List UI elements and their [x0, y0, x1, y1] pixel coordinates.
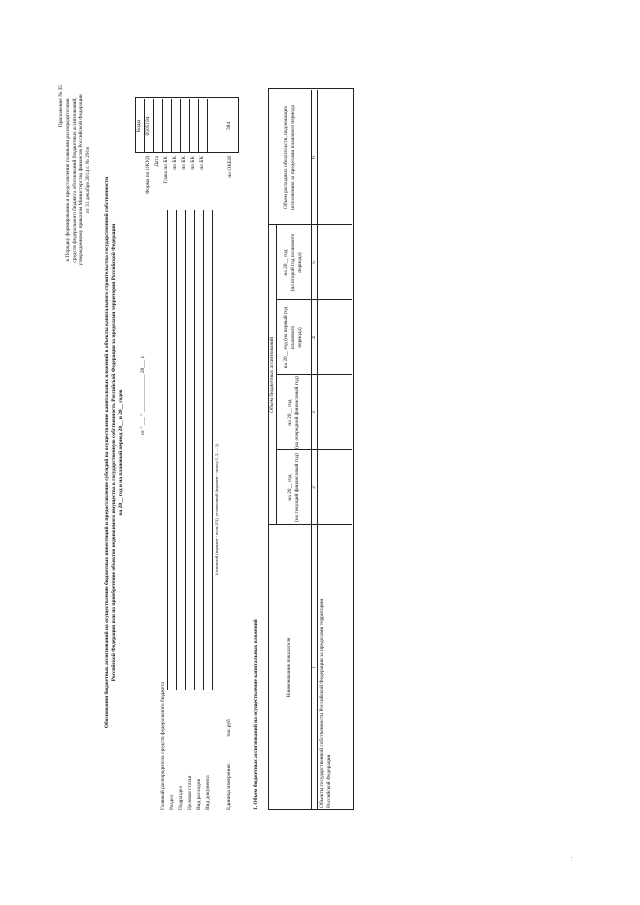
col-number: 2 — [310, 486, 317, 489]
col-3-header — [276, 375, 311, 450]
col-2-line-b: (на текущий финансовый год) — [293, 453, 300, 522]
fill-line — [194, 210, 195, 690]
field-unit-label: Единица измерения: — [226, 763, 232, 810]
col-group-header: Объем бюджетных ассигнований — [268, 337, 275, 414]
section1-title: 1. Объем бюджетных ассигнований на осуществление капитальных вложений — [253, 619, 259, 810]
col-number: 6 — [310, 156, 317, 159]
col-4-header — [276, 300, 311, 375]
heading-line: Обоснования бюджетных ассигнований на осуществление бюджетных инвестиций и предоставление субсидий на осуществление капитальных вложений в объекты капитального строительства государственной собственности — [104, 176, 110, 729]
col-number: 4 — [310, 336, 317, 339]
bk-label: по БК — [190, 156, 196, 170]
col-3-line-b: (на очередной финансовый год) — [293, 376, 300, 449]
row-label-line-b: Российской Федерации — [325, 754, 332, 808]
codes-header: Коды — [136, 119, 142, 133]
doc-hint: (основной (вариант - ноль (0)), уточненный (вариант - номер 1, 2, ... )) — [214, 444, 219, 575]
okei-value: 384 — [226, 121, 232, 131]
col-5-line-b: (на второй год планового периода) — [290, 233, 303, 292]
heading-line: Российской Федерации или на приобретение объектов недвижимого имущества в государственную собственность Российской Федерации за пределами территории Российской Федерации — [110, 223, 117, 682]
date-label: Дата — [154, 156, 160, 167]
bk-label: по БК — [199, 156, 205, 170]
col-name-header: Наименование показателя — [286, 637, 293, 698]
fill-line — [203, 210, 204, 690]
col-4-line-b: периода) — [296, 327, 303, 348]
table-row — [319, 599, 333, 808]
fill-line — [176, 210, 177, 690]
field-celevaya: Целевая статья — [187, 775, 193, 810]
col-5-line-a: на 20__ год — [283, 249, 290, 276]
col-number: 3 — [310, 411, 317, 414]
glava-label: Глава по БК — [163, 156, 169, 184]
appendix-line: средств федерального бюджета обоснований бюджетных ассигнований, — [71, 97, 78, 263]
appendix-line: утвержденному приказом Министерства финансов Российской Федерации — [78, 94, 85, 266]
col-5-header — [276, 225, 311, 300]
fill-line — [167, 210, 168, 690]
field-razdel: Раздел — [169, 794, 175, 810]
appendix-line: от 31 декабря 2014 г. № 291н — [85, 146, 91, 214]
date-line: от " ___ " ______________ 20___ г. — [140, 355, 146, 435]
field-unit-value: тыс.руб — [226, 719, 232, 737]
okud-label: Форма по ОКУД — [145, 156, 151, 194]
appendix-title: Приложение № 35 — [58, 85, 64, 128]
row-label-line-a: Объекты государственной собственности Российской Федерации за пределами территории — [319, 598, 325, 808]
heading-line: на 20__ год и на плановый период 20__ и 20__ годов — [117, 389, 124, 516]
col-3-line-a: на 20__ год — [286, 399, 293, 426]
col-2-line-a: на 20__ год — [286, 474, 293, 501]
okud-value: 0505194 — [145, 116, 151, 136]
col-number: 5 — [310, 261, 317, 264]
margin-mark: · · — [570, 856, 575, 861]
bk-label: по БК — [181, 156, 187, 170]
appendix-block — [58, 15, 92, 345]
field-vid-rashodov: Вид расходов — [196, 779, 202, 810]
col-6-header: Объем расходных обязательств, подлежащих исполнению за пределами планового периода — [282, 105, 296, 210]
field-podrazdel: Подраздел — [178, 785, 184, 810]
fill-line — [185, 210, 186, 690]
field-vid-dokumenta: Вид документа — [205, 775, 211, 810]
col-4-line-a: на 20__ год (на первый год планового — [283, 306, 297, 369]
okei-label: по ОКЕИ — [227, 156, 233, 178]
fill-line — [212, 210, 213, 690]
document-heading — [104, 0, 124, 905]
appendix-line: к Порядку формирования и представления главными распорядителями — [64, 98, 71, 262]
bk-label: по БК — [172, 156, 178, 170]
col-2-header — [276, 450, 311, 525]
col-number: 1 — [310, 666, 317, 669]
field-grbs: Главный распорядитель средств федерального бюджета — [160, 681, 166, 810]
